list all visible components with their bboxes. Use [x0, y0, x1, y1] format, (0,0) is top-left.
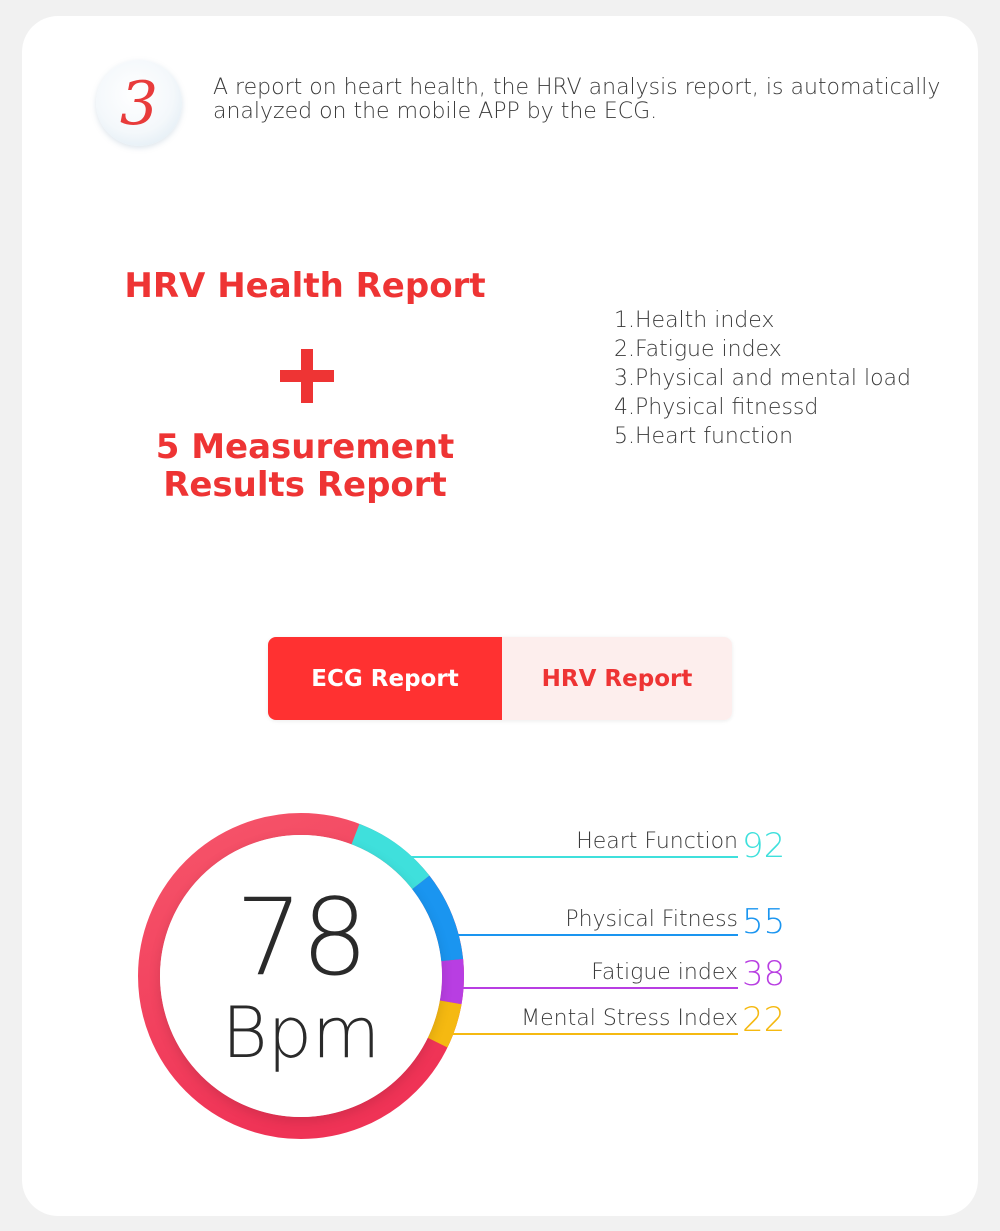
metric-heart-function: [410, 826, 738, 858]
gauge-segment: [451, 960, 453, 1002]
metric-fatigue-index: [458, 958, 738, 989]
metric-line: [450, 1033, 738, 1035]
gauge-center: [160, 835, 442, 1117]
step-badge: [96, 60, 182, 146]
step-number: 3: [119, 69, 159, 139]
tab-ecg-report[interactable]: ECG Report: [268, 637, 502, 720]
measurement-title-line1: 5 Measurement: [155, 427, 455, 467]
index-list: [614, 306, 911, 451]
metric-mental-stress-index: [450, 1005, 738, 1035]
metric-physical-fitness: [456, 900, 738, 936]
metric-value: 38: [742, 954, 786, 994]
metric-line: [456, 934, 738, 936]
metric-label: Mental Stress Index: [521, 1006, 738, 1031]
heart-rate-gauge: [138, 813, 464, 1139]
list-item: 1.Health index: [614, 308, 775, 333]
plus-icon-vertical: [301, 349, 313, 403]
measurement-title-line2: Results Report: [163, 465, 447, 505]
metric-value: 92: [742, 826, 786, 866]
metric-label: Heart Function: [576, 829, 738, 854]
list-item: 5.Heart function: [614, 424, 794, 449]
list-item: 4.Physical fitnessd: [614, 395, 819, 420]
list-item: 2.Fatigue index: [614, 337, 782, 362]
bpm-unit: Bpm: [221, 992, 381, 1074]
hrv-health-report-title: HRV Health Report: [124, 266, 486, 306]
metric-line: [458, 987, 738, 989]
metric-label: Fatigue index: [591, 960, 738, 985]
metric-line: [410, 856, 738, 858]
metric-value: 22: [742, 1000, 786, 1040]
metric-value: 55: [742, 902, 786, 942]
intro-text: A report on heart health, the HRV analysis report, is automatically analyzed on the mobile APP by the ECG.: [213, 75, 941, 124]
measurement-report-title: [120, 428, 490, 504]
metric-label: Physical Fitness: [565, 907, 738, 932]
list-item: 3.Physical and mental load: [614, 366, 911, 391]
tab-hrv-report[interactable]: HRV Report: [502, 637, 732, 720]
report-tabs: [268, 637, 732, 720]
bpm-value: 78: [235, 876, 367, 999]
